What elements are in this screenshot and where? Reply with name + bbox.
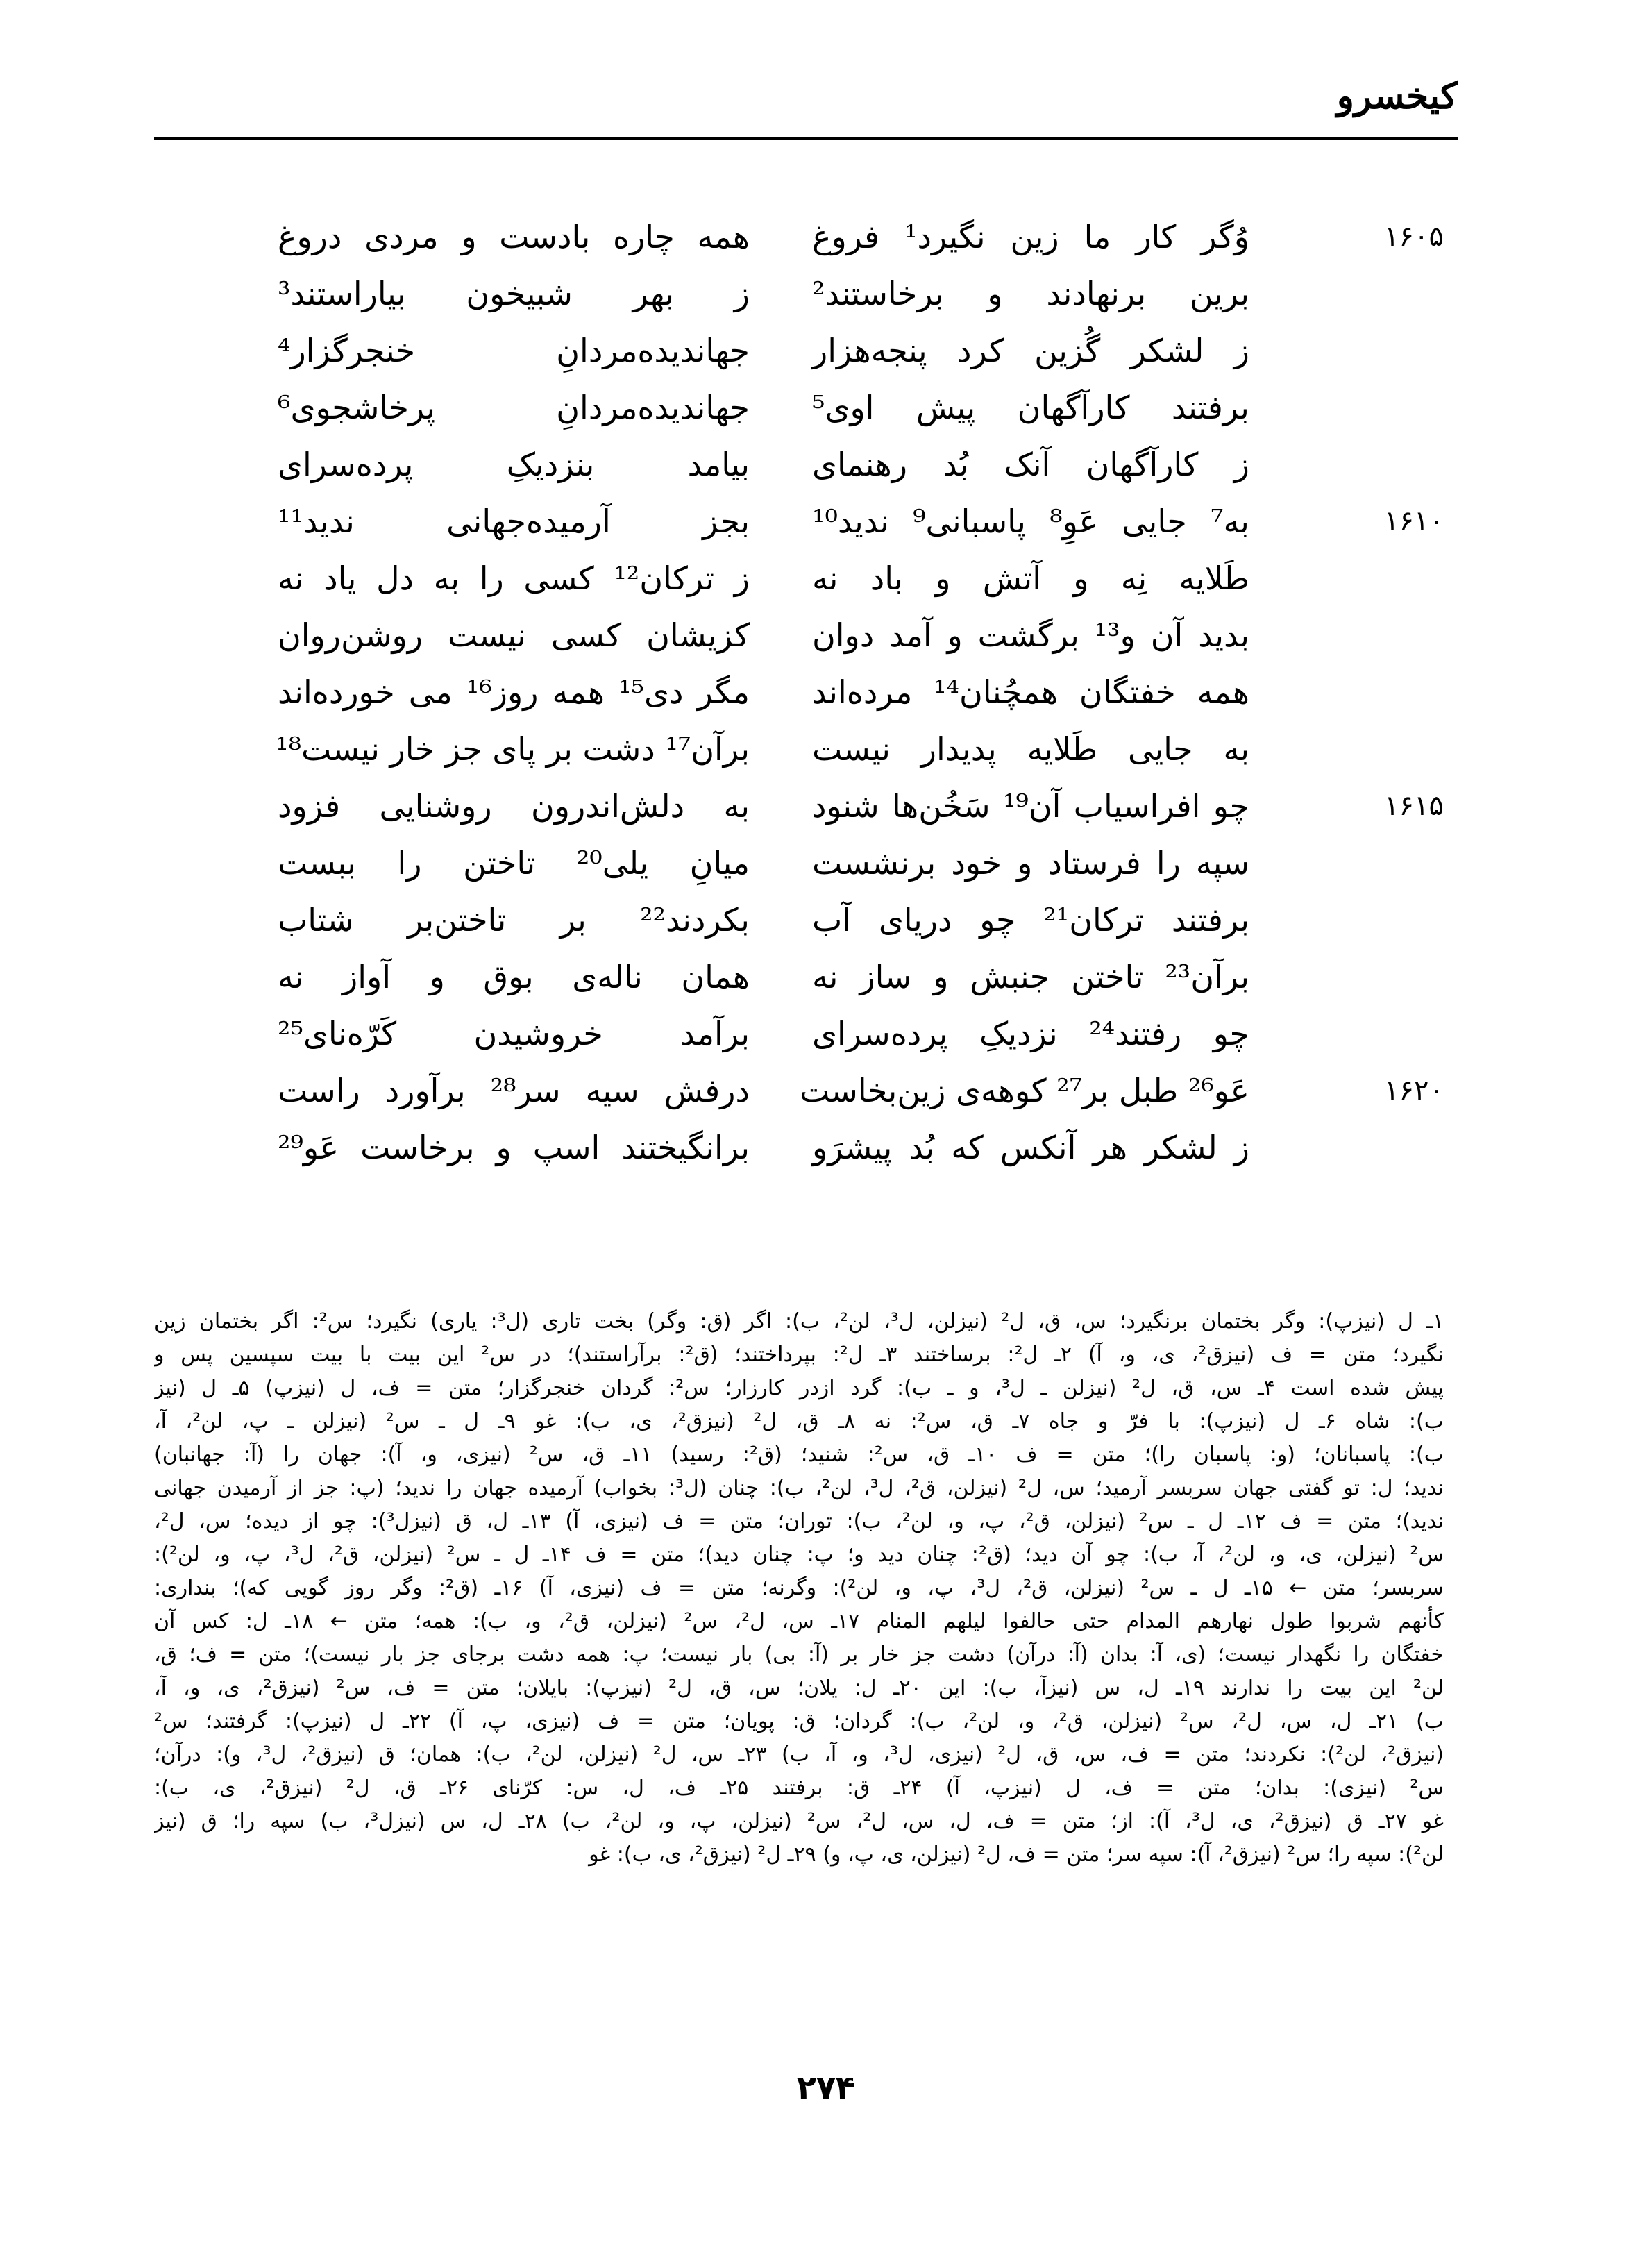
first-hemistich: وُگر کار ما زین نگیرد¹ فروغ bbox=[812, 218, 1249, 255]
first-hemistich: سپه را فرستاد و خود برنشست bbox=[812, 844, 1249, 882]
couplet bbox=[278, 322, 1444, 379]
footnote-line: پیش شده است ۴ـ س، ق، ل² (نیزلن ـ ل³، و ـ ب): گرد ازدر کارزار؛ س²: گردان خنجرگزار؛ متن = ف، ل (نیزپ) ۵ـ ل (نیز bbox=[154, 1376, 1444, 1400]
second-hemistich: میانِ یلی²⁰ تاختن را ببست bbox=[278, 844, 750, 882]
second-hemistich: برآن¹⁷ دشت بر پای جز خار نیست¹⁸ bbox=[276, 730, 750, 768]
second-hemistich: مگر دی¹⁵ همه روز¹⁶ می خورده‌اند bbox=[278, 673, 750, 711]
footnote-line: لن² این بیت را ندارند ۱۹ـ ل، س (نیزآ، ب): این ۲۰ـ ل: یلان؛ س، ق، ل² (نیزپ): بایلان؛ متن = ف، س² (نیزق²، ی، و، آ، bbox=[154, 1676, 1444, 1700]
first-hemistich: برفتند کارآگهان پیش اوی⁵ bbox=[812, 389, 1249, 426]
couplet bbox=[278, 1062, 1444, 1119]
first-hemistich: طَلایه نِه و آتش و باد نه bbox=[812, 560, 1249, 597]
verse-number: ۱۶۱۵ bbox=[1384, 790, 1444, 822]
first-hemistich: برین برنهادند و برخاستند² bbox=[812, 275, 1249, 312]
footnote-line: (نیزق²، لن²): نکردند؛ متن = ف، س، ق، ل² (نیزی، ل³، و، آ، ب) ۲۳ـ س، ل² (نیزلن، لن²، ب): همان؛ ق (نیزق²، ل³، و): درآن؛ bbox=[154, 1742, 1444, 1767]
couplet bbox=[278, 777, 1444, 834]
couplet bbox=[278, 550, 1444, 607]
first-hemistich: برفتند ترکان²¹ چو دریای آب bbox=[812, 901, 1249, 939]
first-hemistich: بدید آن و¹³ برگشت و آمد دوان bbox=[812, 616, 1249, 654]
couplet bbox=[278, 208, 1444, 265]
footnote-line: س² (نیزی): بدان؛ متن = ف، ل (نیزپ، آ) ۲۴ـ ق: برفتند ۲۵ـ ف، ل، س: کرّنای ۲۶ـ ق، ل² (نیزق²، ی، ب): bbox=[154, 1776, 1444, 1800]
couplet bbox=[278, 1119, 1444, 1176]
footnotes bbox=[154, 1305, 1444, 1872]
first-hemistich: برآن²³ تاختن جنبش و ساز نه bbox=[812, 958, 1249, 995]
footnote-line: ب) ۲۱ـ ل، س، ل²، س² (نیزلن، ق²، و، لن²، ب): گردان؛ ق: پویان؛ متن = ف (نیزی، پ، آ) ۲۲ـ ل (نیزپ): گرفتند؛ س² bbox=[154, 1709, 1444, 1733]
second-hemistich: جهاندیده‌مردانِ پرخاشجوی⁶ bbox=[278, 389, 750, 426]
footnote-line: س² (نیزلن، ی، و، لن²، آ، ب): چو آن دید؛ (ق²: چنان دید و؛ پ: چنان دید)؛ متن = ف ۱۴ـ ل ـ س² (نیزلن، ق²، ل³، پ، و، لن²): bbox=[154, 1542, 1444, 1567]
first-hemistich: به⁷ جایی عَوِ⁸ پاسبانی⁹ ندید¹⁰ bbox=[812, 503, 1249, 540]
couplet bbox=[278, 948, 1444, 1005]
footnote-line: ۱ـ ل (نیزپ): وگر بختمان برنگیرد؛ س، ق، ل² (نیزلن، ل³، لن²، ب): اگر (ق: وگر) بخت تاری (ل³: یاری) نگیرد؛ س²: اگر بختمان زین bbox=[154, 1309, 1444, 1334]
second-hemistich: برآمد خروشیدن کَرّه‌نای²⁵ bbox=[278, 1015, 750, 1052]
first-hemistich: ز کارآگهان آنک بُد رهنمای bbox=[812, 446, 1249, 483]
running-title: کیخسرو bbox=[1336, 75, 1458, 117]
first-hemistich: همه خفتگان همچُنان¹⁴ مرده‌اند bbox=[812, 673, 1249, 711]
footnote-line: ب): شاه ۶ـ ل (نیزپ): با فرّ و جاه ۷ـ ق، س²: نه ۸ـ ق، ل² (نیزق²، ی، ب): غو ۹ـ ل ـ س² (نیزلن ـ پ، لن²، آ، bbox=[154, 1409, 1444, 1433]
couplet bbox=[278, 436, 1444, 493]
first-hemistich: چو افراسیاب آن¹⁹ سَخُن‌ها شنود bbox=[812, 787, 1249, 825]
second-hemistich: به دلش‌اندرون روشنایی فزود bbox=[278, 787, 750, 825]
second-hemistich: ز بهر شبیخون بیاراستند³ bbox=[278, 275, 750, 312]
first-hemistich: عَو²⁶ طبل بر²⁷ کوهه‌ی زین‌بخاست bbox=[800, 1072, 1249, 1109]
second-hemistich: بجز آرمیده‌جهانی ندید¹¹ bbox=[278, 503, 750, 540]
footnote-line: ب): پاسبانان؛ (و: پاسبان را)؛ متن = ف ۱۰ـ ق، س²: شنید؛ (ق²: رسید) ۱۱ـ ق، س² (نیزی، و، آ): جهان را (آ: جهانبان) bbox=[154, 1443, 1444, 1467]
header-rule bbox=[154, 137, 1458, 140]
second-hemistich: جهاندیده‌مردانِ خنجرگزار⁴ bbox=[278, 332, 750, 369]
second-hemistich: برانگیختند اسپ و برخاست عَو²⁹ bbox=[278, 1129, 750, 1166]
couplet bbox=[278, 664, 1444, 721]
couplet bbox=[278, 379, 1444, 436]
second-hemistich: ز ترکان¹² کسی را به دل یاد نه bbox=[278, 560, 750, 597]
second-hemistich: همان ناله‌ی بوق و آواز نه bbox=[278, 958, 750, 995]
first-hemistich: ز لشکر گُزین کرد پنجه‌هزار bbox=[812, 332, 1249, 369]
second-hemistich: همه چاره بادست و مردی دروغ bbox=[278, 218, 750, 255]
footnote-line: کأنهم شربوا طول نهارهم المدام حتی حالفوا لیلهم المنام ۱۷ـ س، ل²، س² (نیزلن، ق²، و، ب): همه؛ متن ← ۱۸ـ ل: کس آن bbox=[154, 1609, 1444, 1633]
footnote-line: خفتگان را نگهدار نیست؛ (ی، آ: بدان (آ: درآن) دشت جز خار بر (آ: بی) بار نیست؛ پ: همه دشت برجای جز بار نیست)؛ متن = ف؛ ق، bbox=[154, 1642, 1444, 1667]
footnote-line: لن²): سپه را؛ س² (نیزق²، آ): سپه سر؛ متن = ف، ل² (نیزلن، ی، پ، و) ۲۹ـ ل² (نیزق²، ی، ب): غو bbox=[589, 1842, 1444, 1867]
footnote-line: ندید)؛ متن = ف ۱۲ـ ل ـ س² (نیزلن، ق²، پ، و، لن²، ب): توران؛ متن = ف (نیزی، آ) ۱۳ـ ل، ق (نیزل³): چو از دیده؛ س، ل²، bbox=[154, 1509, 1444, 1533]
couplet bbox=[278, 1005, 1444, 1062]
verse-number: ۱۶۰۵ bbox=[1384, 221, 1444, 253]
footnote-line: غو ۲۷ـ ق (نیزق²، ی، ل³، آ): از؛ متن = ف، ل، س، ل²، س² (نیزلن، پ، و، لن²، ب) ۲۸ـ ل، س (نیزل³، ب) سپه را؛ ق (نیز bbox=[154, 1809, 1444, 1833]
verse-block bbox=[278, 208, 1444, 1176]
verse-number: ۱۶۱۰ bbox=[1384, 505, 1444, 537]
couplet bbox=[278, 891, 1444, 948]
couplet bbox=[278, 721, 1444, 777]
footnote-line: نگیرد؛ متن = ف (نیزق²، ی، و، آ) ۲ـ ل²: برساختند ۳ـ ل²: بپرداختند؛ (ق²: برآراستند)؛ در س² این بیت با بیت سپسین پس و bbox=[154, 1343, 1444, 1367]
first-hemistich: به جایی طَلایه پدیدار نیست bbox=[812, 730, 1249, 768]
second-hemistich: درفش سیه سر²⁸ برآورد راست bbox=[278, 1072, 750, 1109]
footnote-line: ندید؛ ل: تو گفتی جهان سربسر آرمید؛ س، ل² (نیزلن، ق²، ل³، لن²، ب): چنان (ل³: بخواب) آرمیده جهان را ندید؛ (پ: جز از آرمیدن جهانی bbox=[154, 1476, 1444, 1500]
couplet bbox=[278, 265, 1444, 322]
couplet bbox=[278, 607, 1444, 664]
second-hemistich: بیامد بنزدیکِ پرده‌سرای bbox=[278, 446, 750, 483]
couplet bbox=[278, 834, 1444, 891]
first-hemistich: ز لشکر هر آنکس که بُد پیشرَو bbox=[812, 1129, 1249, 1166]
verse-number: ۱۶۲۰ bbox=[1384, 1075, 1444, 1107]
first-hemistich: چو رفتند²⁴ نزدیکِ پرده‌سرای bbox=[812, 1015, 1249, 1052]
second-hemistich: بکردند²² بر تاختن‌بر شتاب bbox=[278, 901, 750, 939]
couplet bbox=[278, 493, 1444, 550]
footnote-line: سربسر؛ متن ← ۱۵ـ ل ـ س² (نیزلن، ق²، ل³، پ، و، لن²): وگرنه؛ متن = ف (نیزی، آ) ۱۶ـ (ق²: وگر روز گویی که)؛ بنداری: bbox=[154, 1576, 1444, 1600]
page-number: ۲۷۴ bbox=[796, 2069, 856, 2106]
second-hemistich: کزیشان کسی نیست روشن‌روان bbox=[278, 616, 750, 654]
